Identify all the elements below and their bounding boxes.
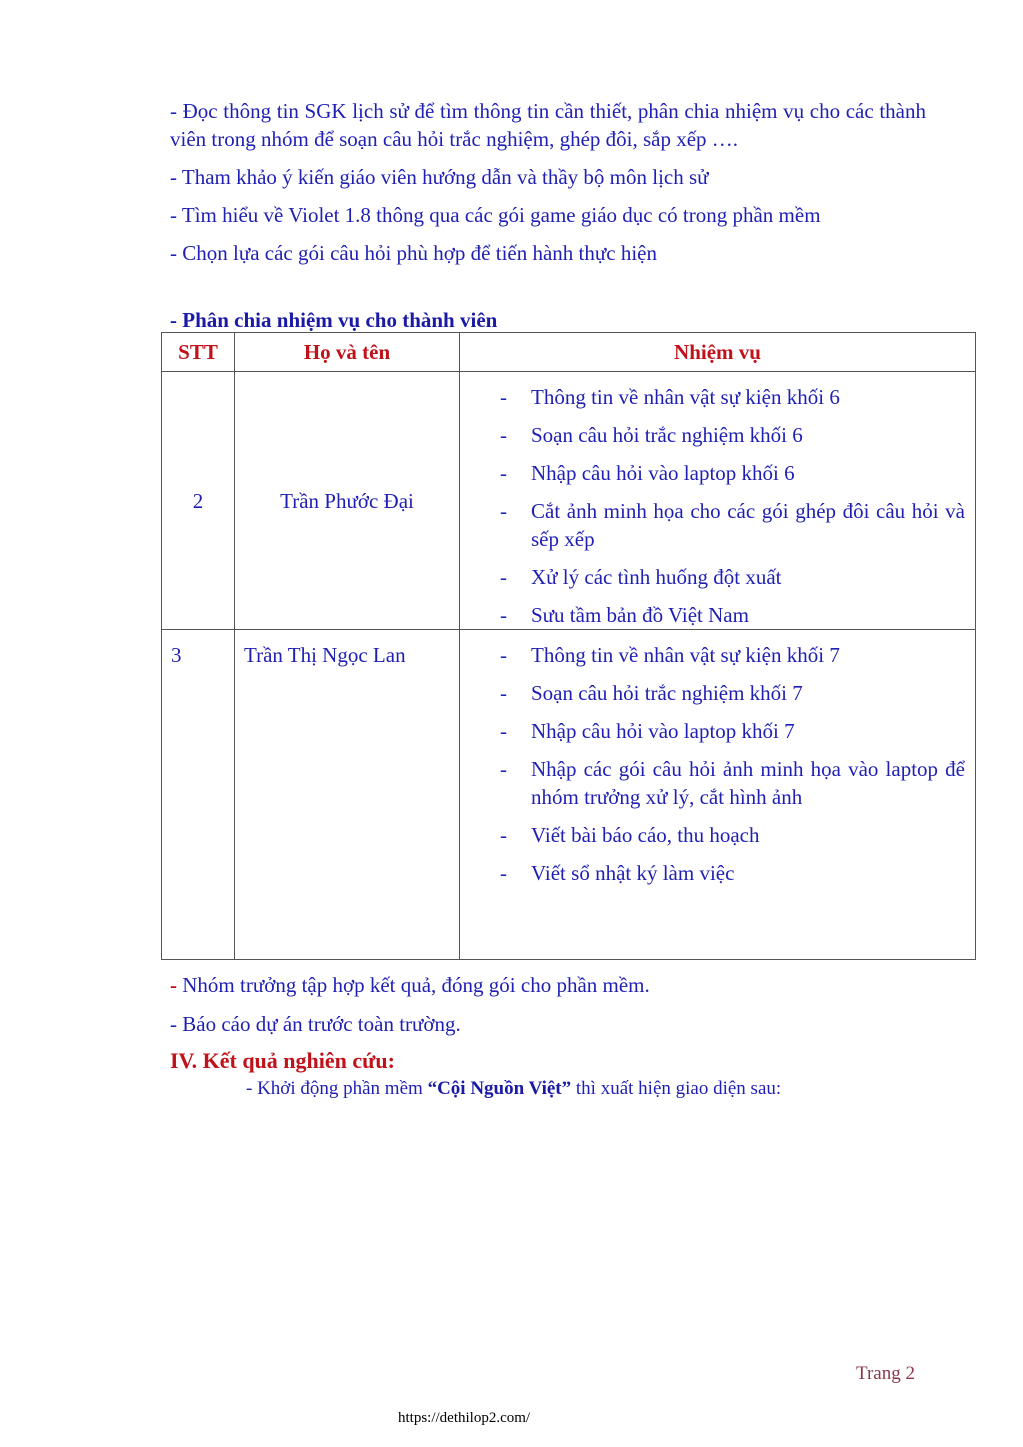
- duty-item: - Soạn câu hỏi trắc nghiệm khối 6: [500, 421, 965, 449]
- task-table: [161, 332, 976, 960]
- after-line-1-text: Nhóm trưởng tập hợp kết quả, đóng gói cho phần mềm.: [177, 973, 650, 997]
- duty-item: - Viết bài báo cáo, thu hoạch: [500, 821, 965, 849]
- table-row: [162, 630, 976, 960]
- section-heading: - Phân chia nhiệm vụ cho thành viên: [170, 308, 498, 332]
- row-duties: [460, 372, 976, 630]
- row-name: Trần Phước Đại: [235, 372, 460, 630]
- header-duty: Nhiệm vụ: [460, 333, 976, 372]
- duty-item: - Nhập các gói câu hỏi ảnh minh họa vào laptop để nhóm trưởng xử lý, cắt hình ảnh: [500, 755, 965, 811]
- footer-url[interactable]: https://dethilop2.com/: [398, 1410, 531, 1426]
- duty-item: - Thông tin về nhân vật sự kiện khối 7: [500, 641, 965, 669]
- header-stt: STT: [162, 333, 235, 372]
- intro-line-4: - Chọn lựa các gói câu hỏi phù hợp để tiến hành thực hiện: [170, 241, 657, 265]
- intro-line-3: - Tìm hiểu về Violet 1.8 thông qua các gói game giáo dục có trong phần mềm: [170, 203, 821, 227]
- duty-item: - Cắt ảnh minh họa cho các gói ghép đôi câu hỏi và sếp xếp: [500, 497, 965, 553]
- results-line: [246, 1077, 781, 1101]
- after-line-2: - Báo cáo dự án trước toàn trường.: [170, 1012, 461, 1036]
- duty-item: - Sưu tầm bản đồ Việt Nam: [500, 601, 965, 629]
- after-line-1: [170, 971, 650, 999]
- app-name: “Cội Nguồn Việt”: [427, 1078, 572, 1099]
- row-duties: [460, 630, 976, 960]
- header-name: Họ và tên: [235, 333, 460, 372]
- results-pre: - Khởi động phần mềm: [246, 1078, 428, 1099]
- table-header-row: [162, 333, 976, 372]
- row-stt: 2: [162, 372, 235, 630]
- row-name: Trần Thị Ngọc Lan: [235, 630, 460, 960]
- intro-paragraph: [170, 97, 926, 267]
- duty-item: - Nhập câu hỏi vào laptop khối 7: [500, 717, 965, 745]
- row-stt: 3: [162, 630, 235, 960]
- intro-line-1: - Đọc thông tin SGK lịch sử để tìm thông tin cần thiết, phân chia nhiệm vụ cho các thành viên trong nhóm để soạn câu hỏi trắc nghiệm, ghép đôi, sắp xếp ….: [170, 99, 926, 151]
- duty-item: - Xử lý các tình huống đột xuất: [500, 563, 965, 591]
- page-number: Trang 2: [856, 1363, 915, 1384]
- intro-line-2: - Tham khảo ý kiến giáo viên hướng dẫn và thầy bộ môn lịch sử: [170, 165, 709, 189]
- duty-item: - Soạn câu hỏi trắc nghiệm khối 7: [500, 679, 965, 707]
- duty-item: - Thông tin về nhân vật sự kiện khối 6: [500, 383, 965, 411]
- red-dash: -: [170, 973, 177, 997]
- table-row: [162, 372, 976, 630]
- duty-item: - Nhập câu hỏi vào laptop khối 6: [500, 459, 965, 487]
- results-heading: IV. Kết quả nghiên cứu:: [170, 1048, 395, 1073]
- duty-item: - Viết sổ nhật ký làm việc: [500, 859, 965, 887]
- results-post: thì xuất hiện giao diện sau:: [571, 1078, 782, 1099]
